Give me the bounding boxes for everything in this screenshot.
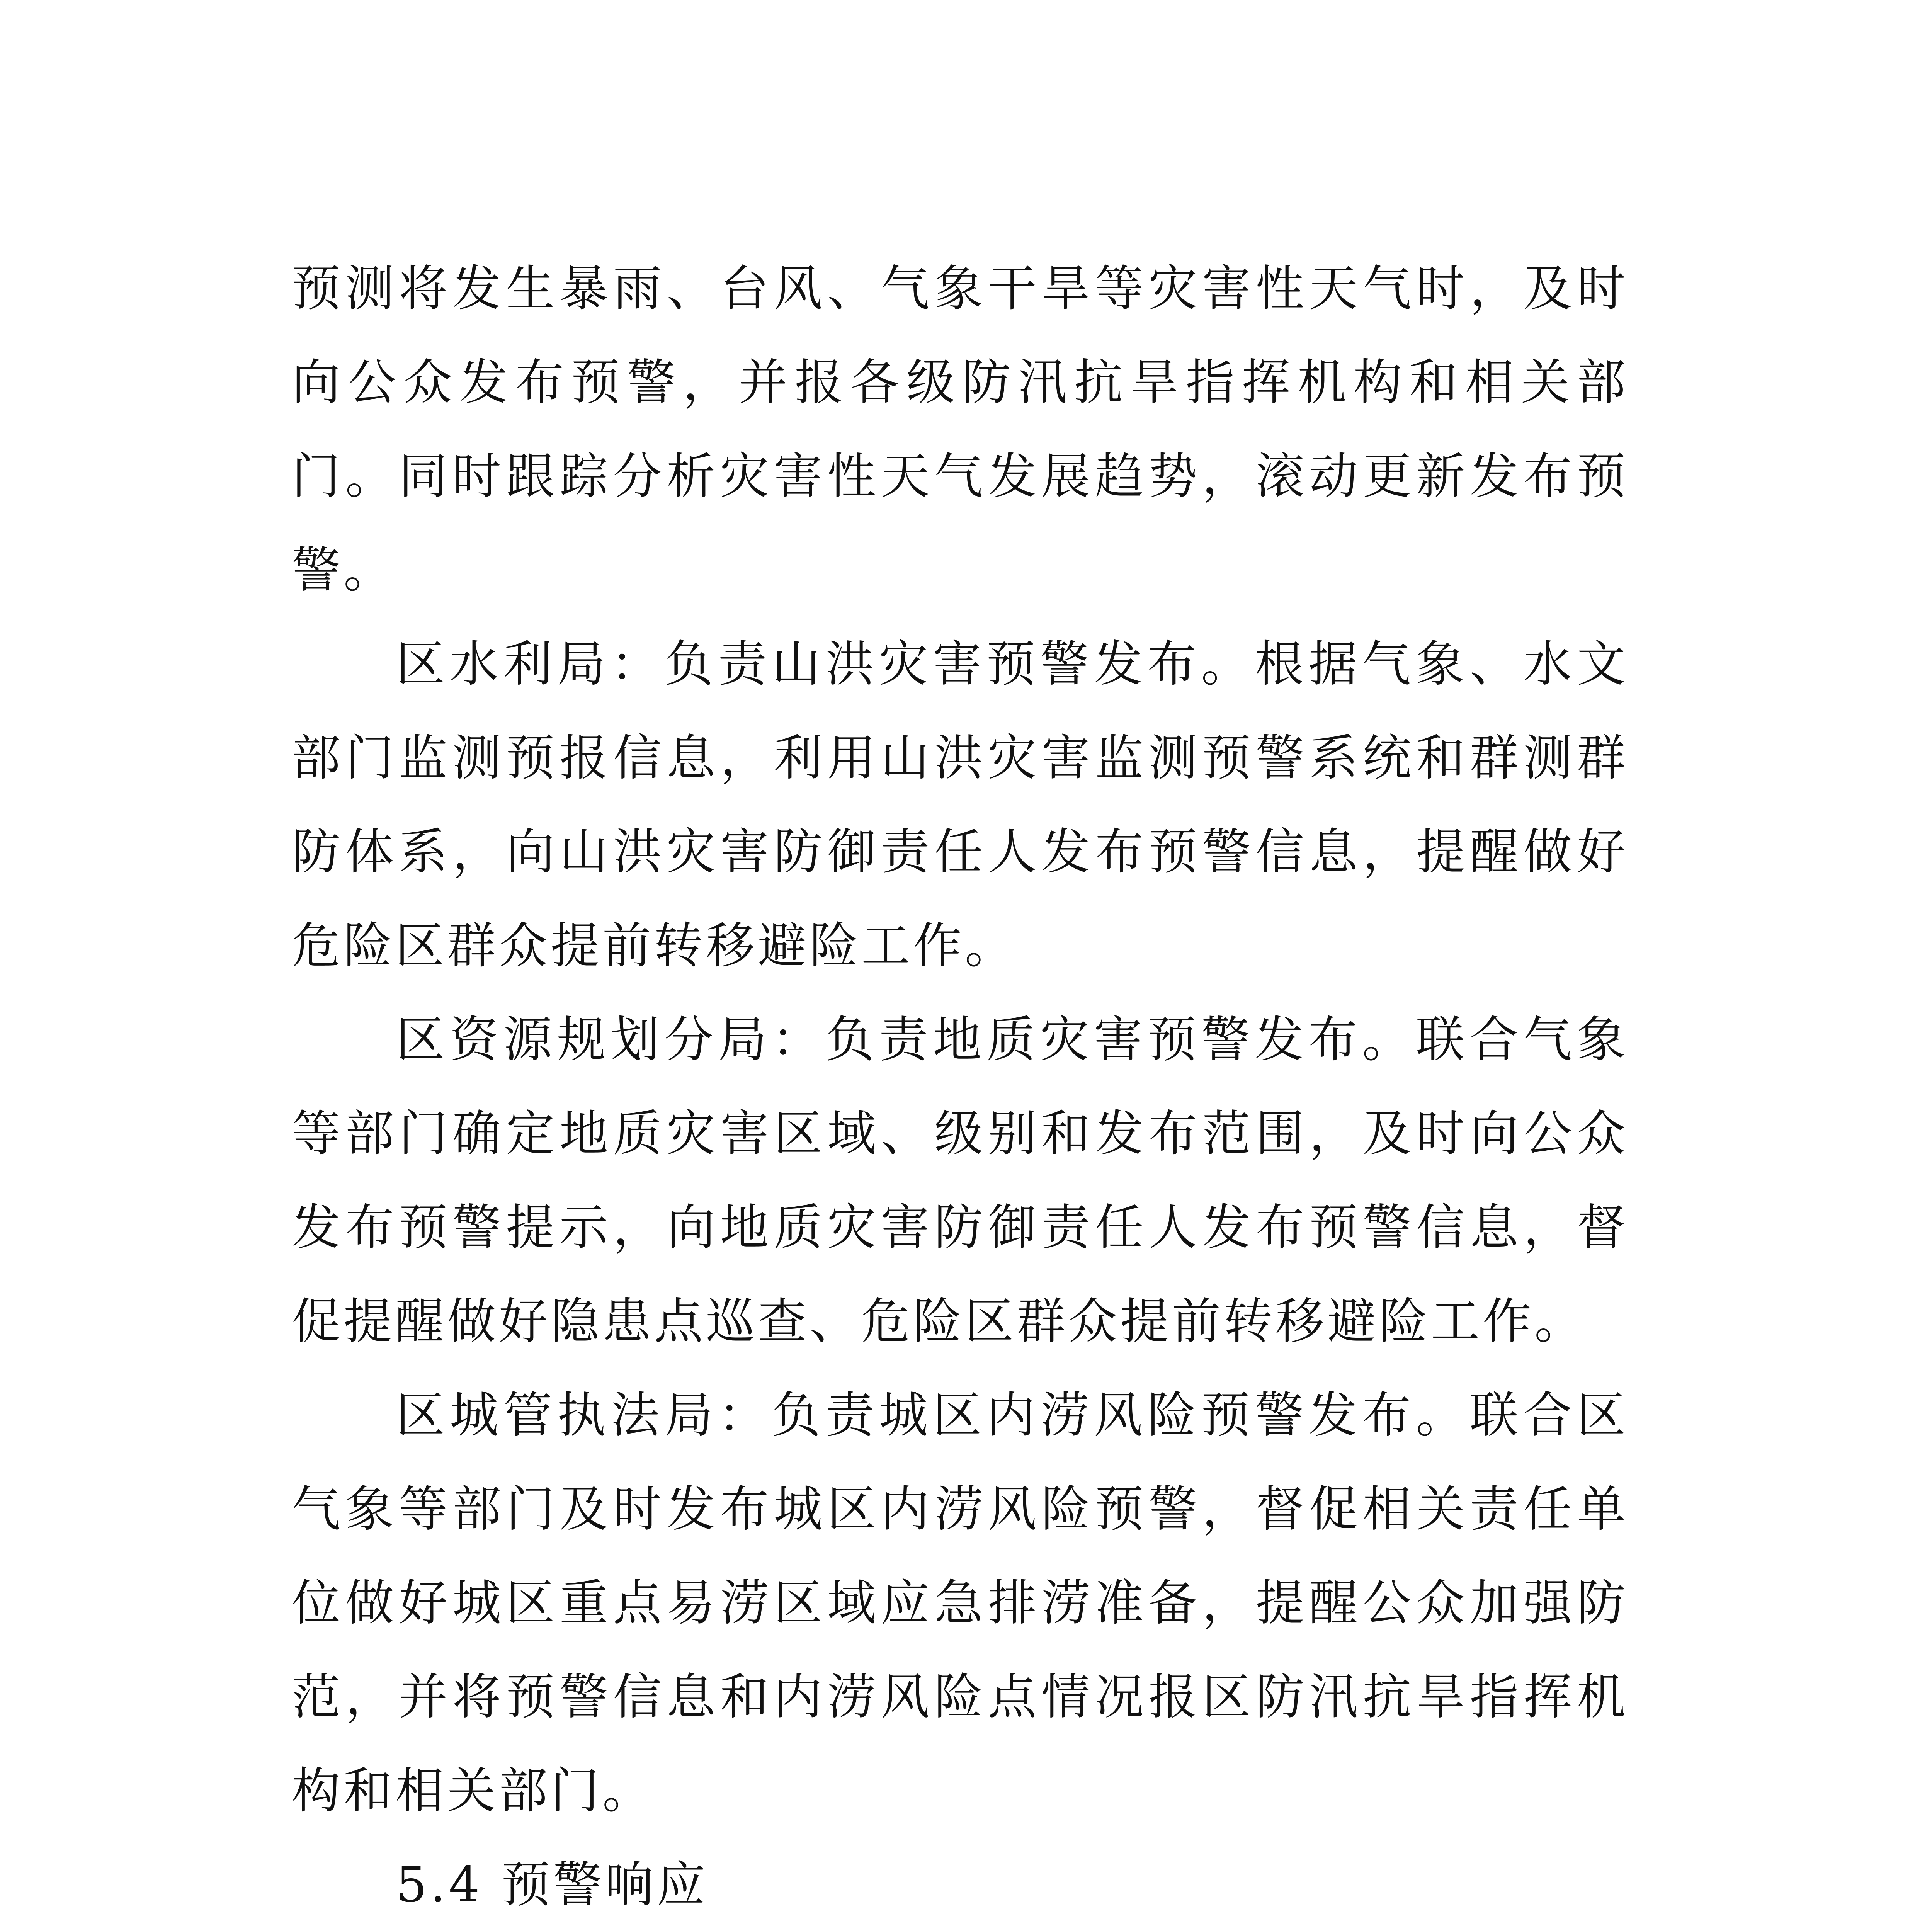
section-heading-5-4: 5.4 预警响应	[396, 1856, 709, 1913]
paragraph-urban-management: 区城管执法局：负责城区内涝风险预警发布。联合区气象等部门及时发布城区内涝风险预警，督促相关责任单位做好城区重点易涝区域应急排涝准备，提醒公众加强防范，并将预警信息和内涝风险点情况报区防汛抗旱指挥机构和相关部门。	[292, 1387, 1629, 1819]
paragraph-weather-warning: 预测将发生暴雨、台风、气象干旱等灾害性天气时，及时向公众发布预警，并报各级防汛抗旱指挥机构和相关部门。同时跟踪分析灾害性天气发展趋势，滚动更新发布预警。	[292, 260, 1629, 599]
paragraph-water-bureau: 区水利局：负责山洪灾害预警发布。根据气象、水文部门监测预报信息，利用山洪灾害监测预警系统和群测群防体系，向山洪灾害防御责任人发布预警信息，提醒做好危险区群众提前转移避险工作。	[292, 636, 1629, 974]
paragraph-resources-bureau: 区资源规划分局：负责地质灾害预警发布。联合气象等部门确定地质灾害区域、级别和发布范围，及时向公众发布预警提示，向地质灾害防御责任人发布预警信息，督促提醒做好隐患点巡查、危险区群众提前转移避险工作。	[292, 1011, 1629, 1350]
document-body	[292, 242, 1629, 1932]
